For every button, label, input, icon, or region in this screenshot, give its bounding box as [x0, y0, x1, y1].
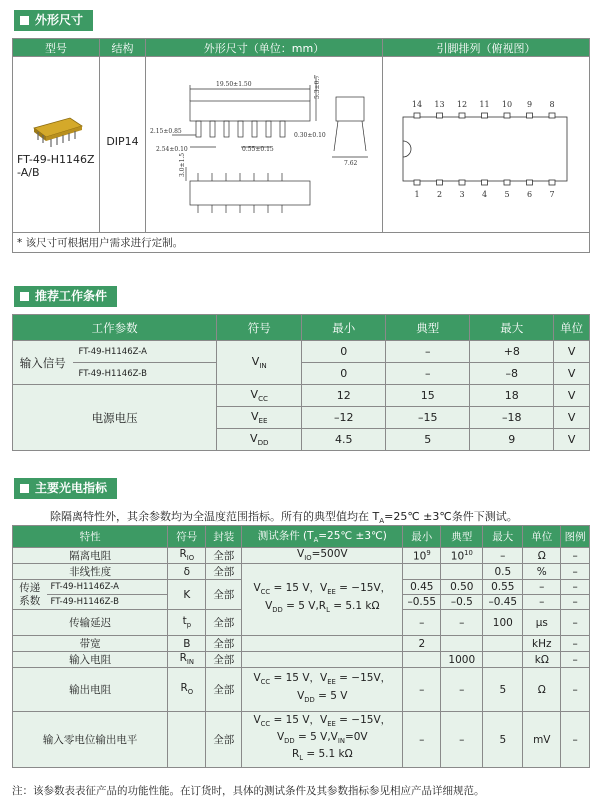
dim-pitch: 2.54±0.10 — [156, 145, 188, 153]
sym-text: V — [251, 354, 260, 368]
cond-typ: – — [386, 363, 470, 385]
cond-min: 0 — [302, 341, 386, 363]
spec-typ — [441, 548, 483, 564]
spec-unit: % — [523, 564, 561, 580]
cond-unit: V — [554, 341, 590, 363]
spec-unit: kΩ — [523, 652, 561, 668]
spec-sym — [168, 712, 206, 768]
section-title-dimensions — [14, 10, 93, 31]
input-symbol — [217, 341, 302, 385]
pin-top — [459, 113, 465, 118]
pin-bottom — [459, 180, 465, 185]
hdr-tail: =25℃ ±3℃) — [318, 530, 387, 543]
sym-sub: p — [186, 621, 192, 630]
spec-unit: kHz — [523, 636, 561, 652]
header-min: 最小 — [302, 315, 386, 341]
cond-tail: =500V — [311, 548, 348, 561]
pin-top — [549, 113, 555, 118]
hdr-sub: A — [313, 536, 319, 545]
header-min: 最小 — [403, 526, 441, 548]
spec-max — [483, 636, 523, 652]
cond-typ: 5 — [386, 429, 470, 451]
intro-text: 除隔离特性外，其余参数均为全温度范围指标。所有的典型值均在 T — [50, 510, 380, 523]
sym-sub: IN — [259, 361, 267, 371]
spec-pkg: 全部 — [206, 668, 242, 712]
conditions-table — [12, 314, 590, 451]
spec-sym — [168, 610, 206, 636]
header-max: 最大 — [470, 315, 554, 341]
spec-linearity: 非线性度 — [13, 564, 168, 580]
sym-text: V — [251, 409, 259, 423]
pin-label-top: 8 — [549, 99, 555, 109]
structure-cell: DIP14 — [100, 57, 146, 233]
section-title-conditions — [14, 286, 117, 307]
spec-unit: Ω — [523, 548, 561, 564]
square-icon — [20, 16, 29, 25]
dim-pin-width: 2.15±0.85 — [150, 127, 182, 135]
dimension-note: * 该尺寸可根据用户需求进行定制。 — [13, 233, 590, 253]
spec-sym: K — [168, 580, 206, 610]
pin-label-bottom: 5 — [504, 189, 510, 199]
footnote: 注：该参数表表征产品的功能性能。在订货时，具体的测试条件及其参数指标参见相应产品详细规范。 — [12, 785, 485, 797]
spec-fig: – — [561, 548, 590, 564]
transfer-sub-b: FT-49-H1146Z-B — [47, 595, 168, 610]
spec-typ: – — [441, 668, 483, 712]
spec-max: 100 — [483, 610, 523, 636]
cond-sub: IO — [304, 554, 312, 563]
pin-bottom — [549, 180, 555, 185]
spec-min — [403, 652, 441, 668]
spec-pkg: 全部 — [206, 548, 242, 564]
spec-pkg: 全部 — [206, 580, 242, 610]
spec-cond-output: $V_{CC} = 15$ V，$V_{EE} = -15V$， $V_{DD} = 5$ V — [242, 668, 403, 712]
pin-bottom — [482, 180, 488, 185]
spec-intro — [50, 508, 518, 525]
pin-label-bottom: 2 — [436, 189, 443, 199]
spec-delay: 传输延迟 — [13, 610, 168, 636]
spec-min: – — [403, 712, 441, 768]
section-title-text: 外形尺寸 — [35, 13, 84, 27]
pin-top — [504, 113, 510, 118]
section-title-text: 主要光电指标 — [35, 481, 108, 495]
dim-height: 5.3±0.7 — [314, 74, 321, 99]
pin-bottom — [504, 180, 510, 185]
sym-sub: IO — [186, 554, 195, 563]
spec-fig: – — [561, 595, 590, 610]
header-figure: 图例 — [561, 526, 590, 548]
pinout-cell — [383, 57, 590, 233]
sym-sub: DD — [257, 438, 269, 448]
transfer-sub-a: FT-49-H1146Z-A — [47, 580, 168, 595]
pin-label-top: 11 — [479, 99, 490, 109]
cond-typ: 15 — [386, 385, 470, 407]
header-typ: 典型 — [441, 526, 483, 548]
spec-isolation: 隔离电阻 — [13, 548, 168, 564]
pin-bottom — [414, 180, 420, 185]
spec-min: – — [403, 668, 441, 712]
dim-width: 19.50±1.50 — [216, 80, 252, 88]
header-dimensions: 外形尺寸（单位：mm） — [146, 39, 383, 57]
spec-transfer: 传递 系数 — [13, 580, 47, 610]
header-characteristic: 特性 — [13, 526, 168, 548]
spec-min: 0.45 — [403, 580, 441, 595]
header-model: 型号 — [13, 39, 100, 57]
power-symbol-vee — [217, 407, 302, 429]
spec-min: – — [403, 610, 441, 636]
pin-label-top: 10 — [501, 99, 513, 109]
section-title-specs — [14, 478, 117, 499]
pin-label-bottom: 7 — [549, 189, 555, 199]
square-icon — [20, 292, 29, 301]
spec-offset: 输入零电位输出电平 — [13, 712, 168, 768]
spec-cond-shared: $V_{CC} = 15$ V，$V_{EE} = -15V$， $V_{DD} = 5$ $V,R_L = 5.1$ kΩ — [242, 564, 403, 636]
pin-label-bottom: 3 — [459, 189, 465, 199]
header-param: 工作参数 — [13, 315, 217, 341]
spec-fig: – — [561, 610, 590, 636]
header-symbol: 符号 — [217, 315, 302, 341]
spec-pkg: 全部 — [206, 636, 242, 652]
spec-table — [12, 525, 590, 768]
header-package: 封装 — [206, 526, 242, 548]
cond-max: –8 — [470, 363, 554, 385]
header-structure: 结构 — [100, 39, 146, 57]
spec-max — [483, 652, 523, 668]
cond-min: –12 — [302, 407, 386, 429]
spec-input-res: 输入电阻 — [13, 652, 168, 668]
spec-pkg: 全部 — [206, 564, 242, 580]
spec-cond-offset: $V_{CC} = 15$ V，$V_{EE} = -15V$， $V_{DD} = 5$ $V,V_{IN}=0V$ $R_L = 5.1$ kΩ — [242, 712, 403, 768]
dim-thick: 0.30±0.10 — [294, 131, 326, 139]
header-pinout: 引脚排列（俯视图） — [383, 39, 590, 57]
spec-fig: – — [561, 652, 590, 668]
dim-row: 7.62 — [344, 159, 358, 167]
spec-min — [403, 564, 441, 580]
spec-max: 0.55 — [483, 580, 523, 595]
pin-label-top: 13 — [434, 99, 445, 109]
pin-label-bottom: 4 — [481, 189, 488, 199]
spec-unit: – — [523, 580, 561, 595]
min-exp: 9 — [426, 548, 431, 557]
header-unit: 单位 — [523, 526, 561, 548]
spec-sym — [168, 652, 206, 668]
spec-max: 5 — [483, 712, 523, 768]
power-symbol-vdd — [217, 429, 302, 451]
header-typ: 典型 — [386, 315, 470, 341]
spec-cond — [242, 652, 403, 668]
spec-output-res: 输出电阻 — [13, 668, 168, 712]
dim-lead: 0.55±0.15 — [242, 145, 274, 153]
sym-sub: IN — [186, 658, 194, 667]
spec-fig: – — [561, 564, 590, 580]
dim-lead-len: 3.0±1.5 — [179, 152, 186, 177]
pin-top — [414, 113, 420, 118]
spec-typ — [441, 636, 483, 652]
spec-typ: –0.5 — [441, 595, 483, 610]
cond-min: 4.5 — [302, 429, 386, 451]
pin-label-top: 9 — [526, 99, 533, 109]
cond-unit: V — [554, 429, 590, 451]
section-title-text: 推荐工作条件 — [35, 289, 108, 303]
pin-top — [437, 113, 443, 118]
typ-base: 10 — [450, 550, 465, 563]
spec-unit: – — [523, 595, 561, 610]
spec-cond — [242, 636, 403, 652]
spec-fig: – — [561, 712, 590, 768]
pin-bottom — [527, 180, 533, 185]
dimension-drawing-cell — [146, 57, 383, 233]
dimension-drawing — [146, 59, 382, 231]
sym-sub: CC — [258, 394, 269, 404]
spec-pkg: 全部 — [206, 610, 242, 636]
power-symbol-vcc — [217, 385, 302, 407]
spec-cond — [242, 548, 403, 564]
model-cell — [13, 57, 100, 233]
pin-bottom — [437, 180, 443, 185]
spec-pkg: 全部 — [206, 652, 242, 668]
power-label: 电源电压 — [13, 385, 217, 451]
chip-image-icon — [26, 110, 86, 150]
header-symbol: 符号 — [168, 526, 206, 548]
spec-sym — [168, 668, 206, 712]
spec-min: –0.55 — [403, 595, 441, 610]
header-unit: 单位 — [554, 315, 590, 341]
spec-typ: – — [441, 712, 483, 768]
sym-text: V — [250, 431, 258, 445]
cond-max: –18 — [470, 407, 554, 429]
spec-fig: – — [561, 580, 590, 595]
intro-tail: =25℃ ±3℃条件下测试。 — [384, 510, 518, 523]
spec-typ — [441, 564, 483, 580]
pin-label-top: 12 — [456, 99, 468, 109]
spec-max: – — [483, 548, 523, 564]
typ-exp: 10 — [464, 548, 473, 557]
header-condition — [242, 526, 403, 548]
spec-max: 0.5 — [483, 564, 523, 580]
spec-unit: μs — [523, 610, 561, 636]
pin-label-bottom: 6 — [526, 189, 533, 199]
dimension-table — [12, 38, 590, 253]
pin-top — [482, 113, 488, 118]
sym-text: V — [250, 387, 259, 401]
cond-unit: V — [554, 407, 590, 429]
spec-typ: 1000 — [441, 652, 483, 668]
pin-top — [527, 113, 533, 118]
sym-text: R — [180, 682, 188, 695]
model-name: FT-49-H1146Z-A/B — [17, 153, 95, 179]
cond-max: 18 — [470, 385, 554, 407]
spec-sym: δ — [168, 564, 206, 580]
spec-bandwidth: 带宽 — [13, 636, 168, 652]
pin-label-bottom: 1 — [414, 189, 420, 199]
spec-max: –0.45 — [483, 595, 523, 610]
cond-min: 0 — [302, 363, 386, 385]
min-base: 10 — [412, 550, 427, 563]
spec-max: 5 — [483, 668, 523, 712]
spec-typ: 0.50 — [441, 580, 483, 595]
cond-min: 12 — [302, 385, 386, 407]
sym-sub: EE — [258, 416, 268, 426]
sym-text: R — [179, 652, 187, 665]
spec-typ: – — [441, 610, 483, 636]
sym-text: R — [179, 548, 187, 561]
spec-min — [403, 548, 441, 564]
sym-text: t — [182, 615, 187, 628]
spec-pkg: 全部 — [206, 712, 242, 768]
input-sub-a: FT-49-H1146Z-A — [73, 341, 217, 363]
spec-min: 2 — [403, 636, 441, 652]
square-icon — [20, 484, 29, 493]
cond-typ: –15 — [386, 407, 470, 429]
spec-fig: – — [561, 668, 590, 712]
cond-max: +8 — [470, 341, 554, 363]
input-sub-b: FT-49-H1146Z-B — [73, 363, 217, 385]
sym-sub: O — [187, 688, 194, 697]
cond-unit: V — [554, 385, 590, 407]
pin-label-top: 14 — [411, 99, 423, 109]
pinout-drawing — [383, 59, 589, 231]
spec-fig: – — [561, 636, 590, 652]
header-max: 最大 — [483, 526, 523, 548]
spec-sym: B — [168, 636, 206, 652]
cond-unit: V — [554, 363, 590, 385]
cond-typ: – — [386, 341, 470, 363]
cond-max: 9 — [470, 429, 554, 451]
spec-unit: mV — [523, 712, 561, 768]
intro-sub: A — [379, 516, 385, 526]
cond-text: V — [297, 548, 305, 561]
hdr-text: 测试条件 (T — [257, 530, 314, 543]
spec-unit: Ω — [523, 668, 561, 712]
spec-sym — [168, 548, 206, 564]
input-signal-label: 输入信号 — [13, 341, 73, 385]
